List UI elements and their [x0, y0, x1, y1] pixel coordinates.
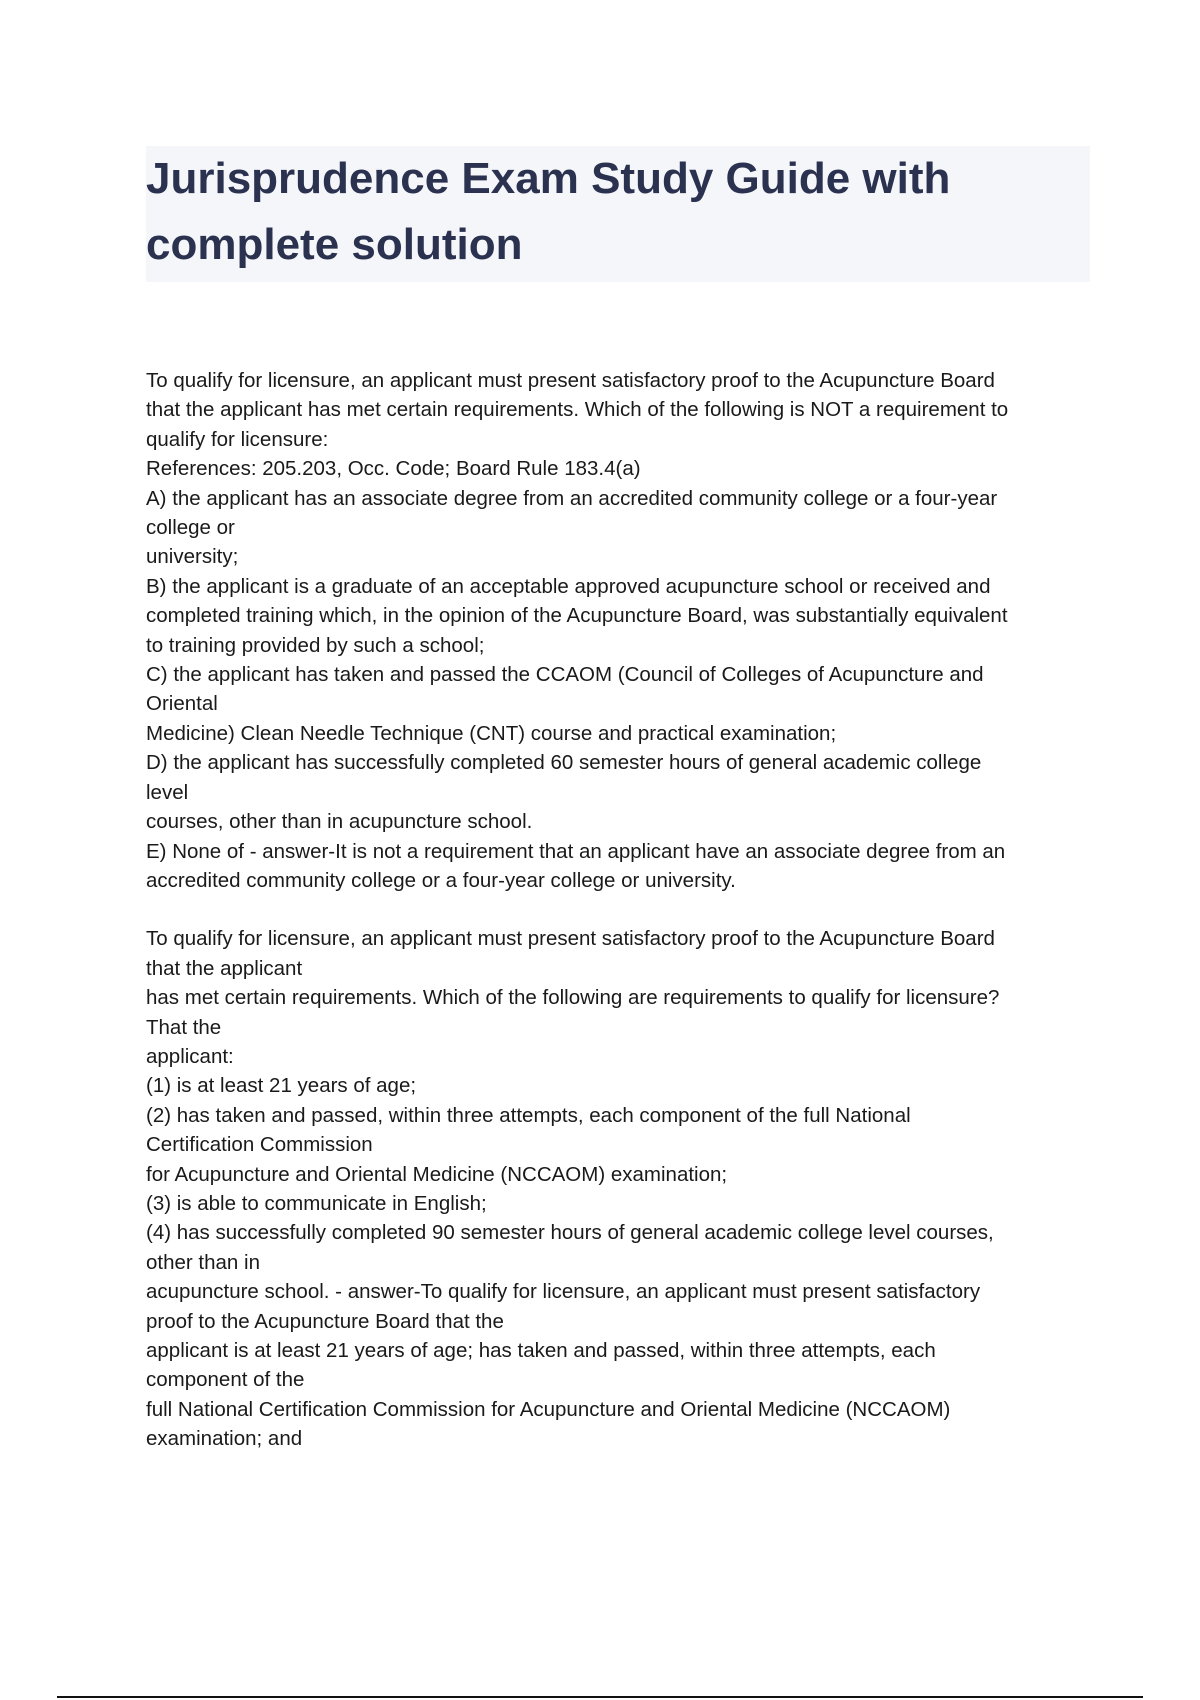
question-2 [146, 924, 1096, 1453]
title-block [146, 146, 1090, 282]
document-title [146, 146, 1090, 278]
body-line: component of the [146, 1368, 305, 1392]
body-line: level [146, 780, 189, 804]
body-line: applicant is at least 21 years of age; has taken and passed, within three attempts, each [146, 1339, 936, 1362]
body-line: proof to the Acupuncture Board that the [146, 1309, 504, 1333]
body-line: B) the applicant is a graduate of an acceptable approved acupuncture school or received and [146, 574, 991, 598]
body-line: qualify for licensure: [146, 427, 329, 451]
body-line: (4) has successfully completed 90 semester hours of general academic college level courses, [146, 1221, 994, 1245]
body-line: college or [146, 516, 235, 540]
body-line: E) None of - answer-It is not a requirement that an applicant have an associate degree from an [146, 839, 1006, 863]
body-line: has met certain requirements. Which of the following are requirements to qualify for licensure? [146, 986, 1000, 1010]
body-line: Medicine) Clean Needle Technique (CNT) course and practical examination; [146, 721, 837, 745]
body-line: To qualify for licensure, an applicant must present satisfactory proof to the Acupuncture Board [146, 927, 995, 951]
paragraph-gap [146, 895, 1096, 924]
body-line: examination; and [146, 1427, 303, 1451]
body-line: that the applicant has met certain requirements. Which of the following is NOT a requirement to [146, 398, 1009, 422]
title-line: Jurisprudence Exam Study Guide with [146, 154, 951, 203]
body-line: accredited community college or a four-year college or university. [146, 868, 736, 892]
body-line: (1) is at least 21 years of age; [146, 1074, 417, 1098]
body-line: acupuncture school. - answer-To qualify for licensure, an applicant must present satisfactory [146, 1280, 981, 1304]
body-line: A) the applicant has an associate degree from an accredited community college or a four-year [146, 486, 998, 510]
title-line: complete solution [146, 220, 523, 269]
body-line: To qualify for licensure, an applicant must present satisfactory proof to the Acupuncture Board [146, 369, 995, 392]
body-line: (3) is able to communicate in English; [146, 1191, 487, 1215]
body-line: full National Certification Commission for Acupuncture and Oriental Medicine (NCCAOM) [146, 1397, 951, 1421]
body-line: Certification Commission [146, 1133, 373, 1157]
body-line: Oriental [146, 692, 218, 716]
footer-divider [57, 1696, 1143, 1698]
question-1 [146, 366, 1096, 895]
document-body [146, 366, 1096, 1454]
body-line: completed training which, in the opinion of the Acupuncture Board, was substantially equivalent [146, 604, 1008, 628]
body-line: that the applicant [146, 956, 303, 980]
body-line: C) the applicant has taken and passed the CCAOM (Council of Colleges of Acupuncture and [146, 663, 984, 687]
body-line: (2) has taken and passed, within three attempts, each component of the full National [146, 1103, 911, 1127]
body-line: other than in [146, 1250, 260, 1274]
body-line: courses, other than in acupuncture school. [146, 810, 533, 834]
body-line: university; [146, 545, 239, 569]
body-line: for Acupuncture and Oriental Medicine (NCCAOM) examination; [146, 1162, 728, 1186]
body-line: to training provided by such a school; [146, 633, 485, 657]
body-line: References: 205.203, Occ. Code; Board Rule 183.4(a) [146, 457, 641, 481]
body-line: applicant: [146, 1044, 234, 1068]
body-line: D) the applicant has successfully completed 60 semester hours of general academic college [146, 751, 982, 775]
body-line: That the [146, 1015, 222, 1039]
